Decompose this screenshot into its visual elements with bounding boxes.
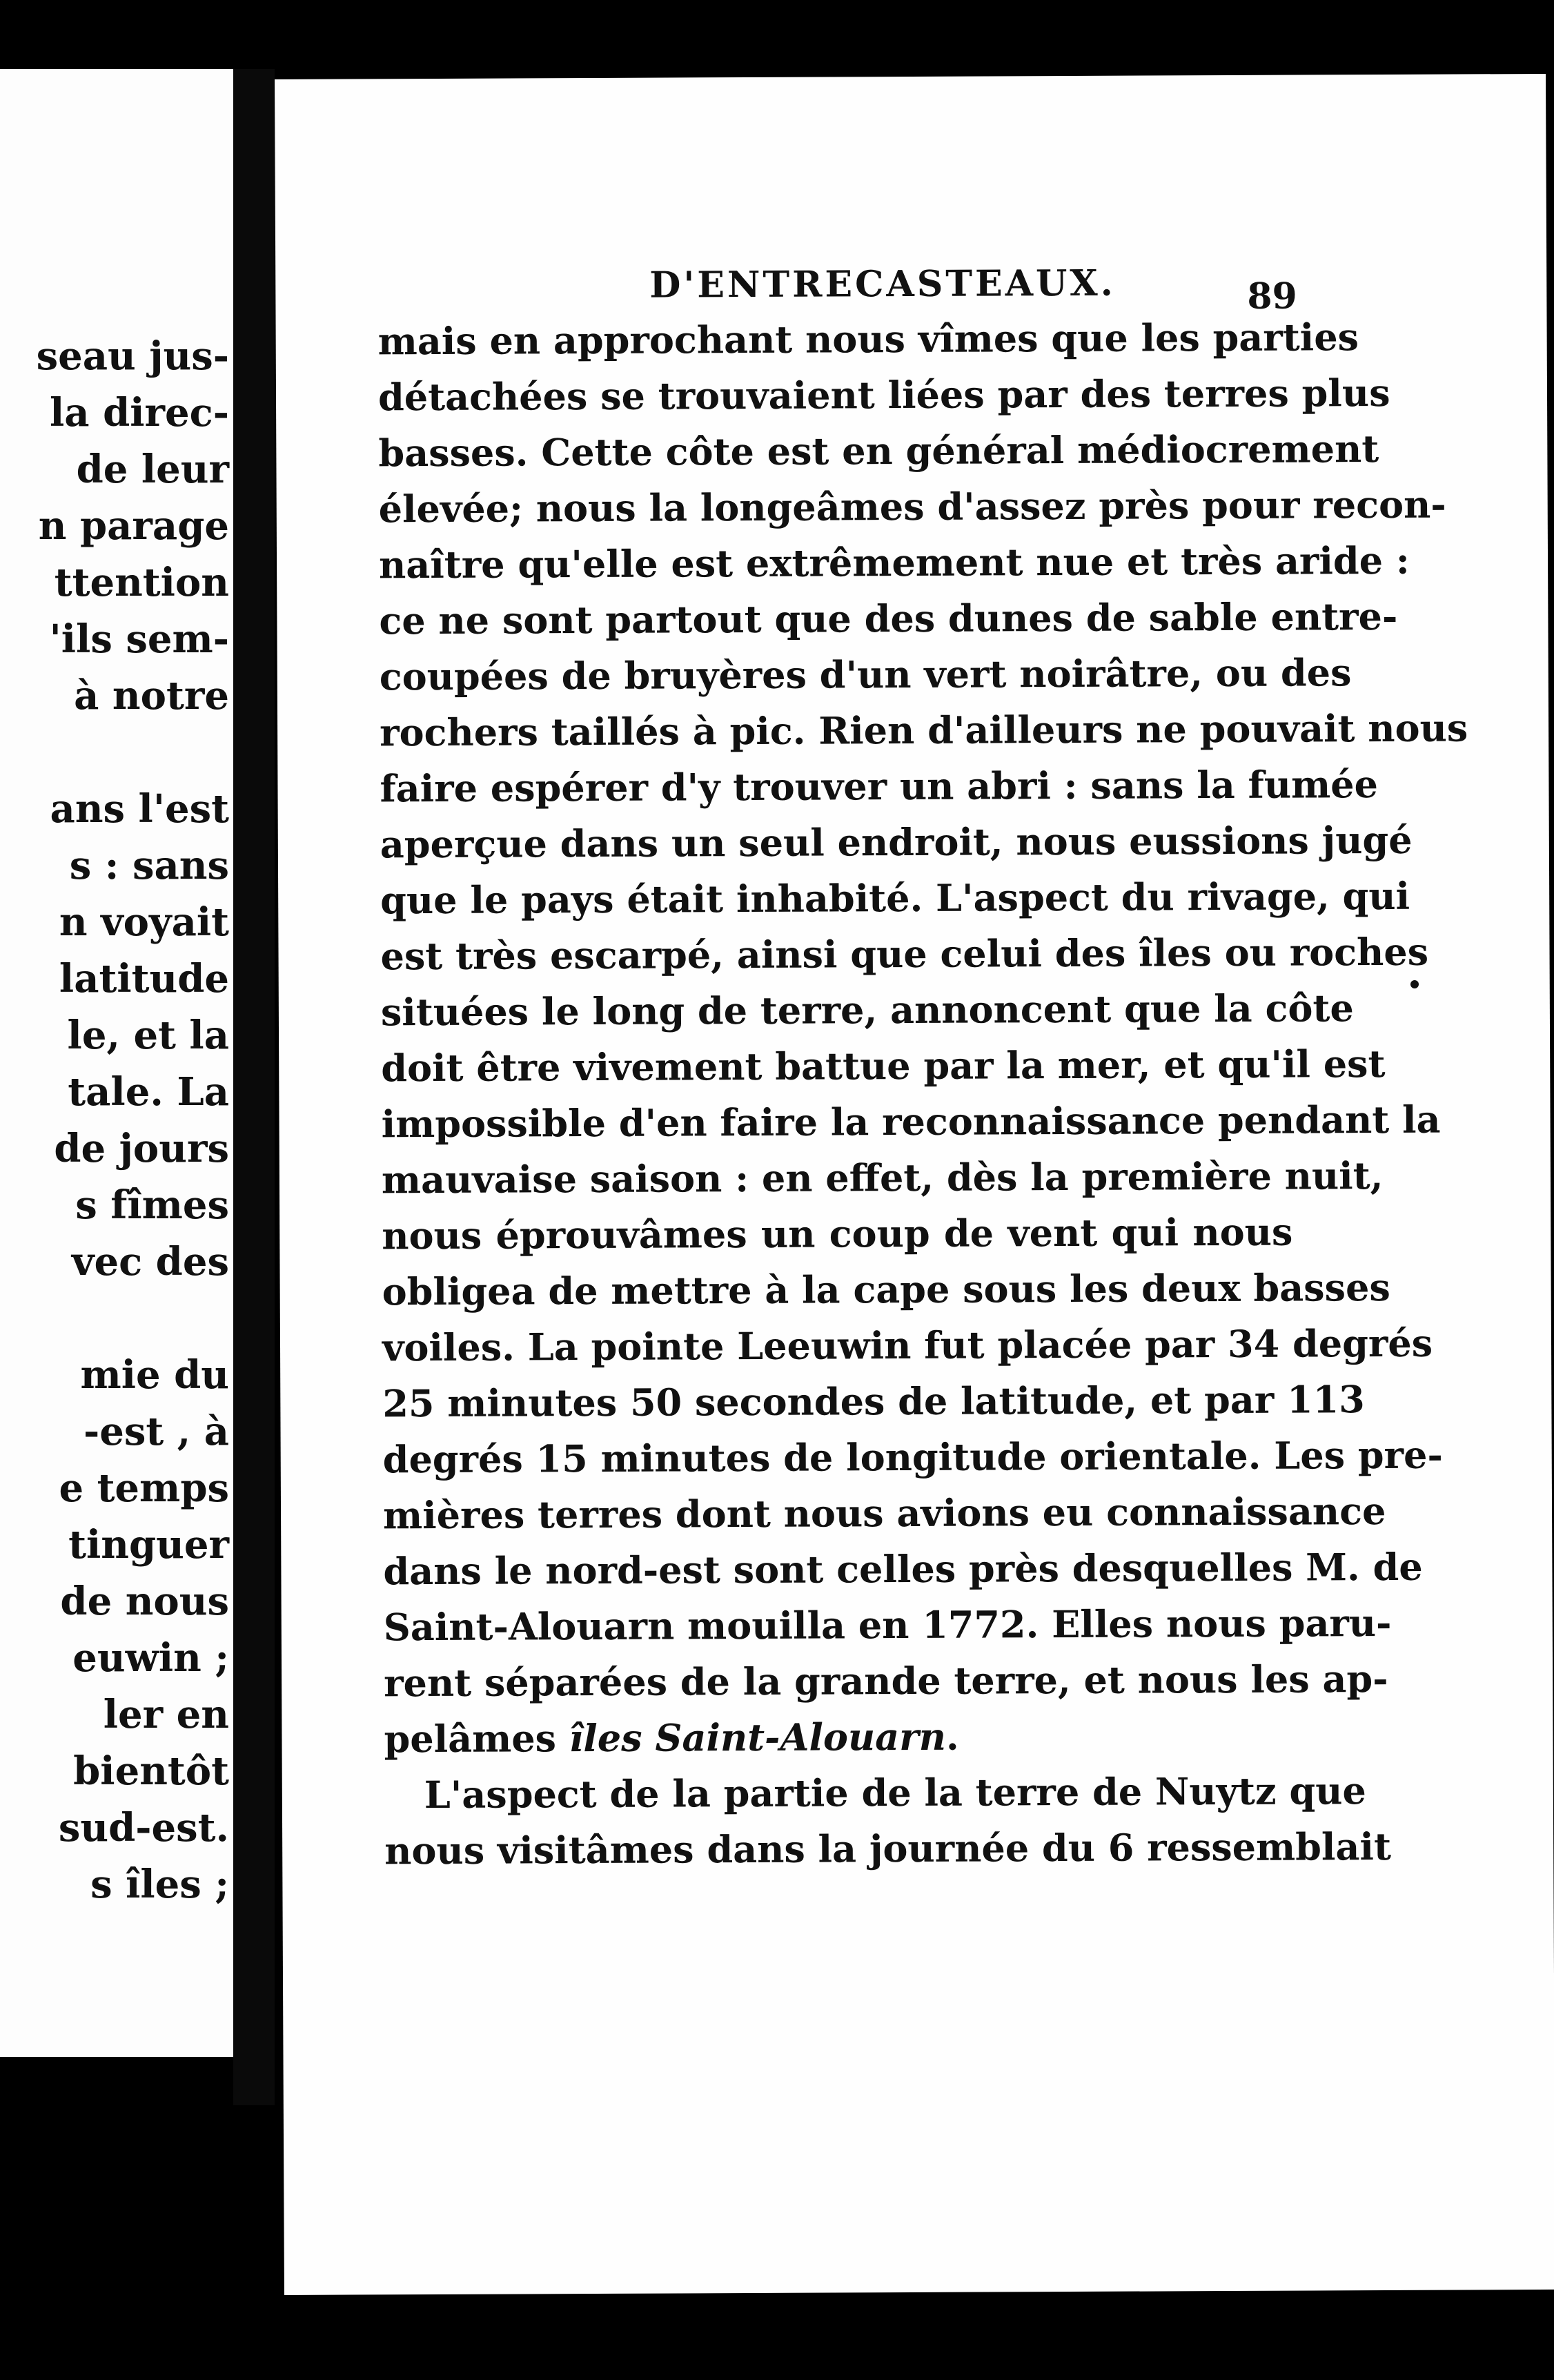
left-line: latitude [59, 956, 229, 1002]
italic-place-name: îles Saint-Alouarn [569, 1714, 947, 1761]
text-line: degrés 15 minutes de longitude orientale. Les pre- [382, 1432, 1443, 1482]
text-line: aperçue dans un seul endroit, nous eussions jugé [380, 817, 1413, 867]
left-line: 'ils sem- [49, 616, 229, 662]
text-line: obligea de mettre à la cape sous les deux basses [382, 1265, 1390, 1314]
text-line: naître qu'elle est extrêmement nue et très aride : [378, 538, 1410, 587]
text-line: élevée; nous la longeâmes d'assez près pour recon- [378, 482, 1446, 531]
left-page [0, 69, 233, 2057]
left-line: de jours [54, 1126, 229, 1171]
italic-line-prefix: pelâmes [384, 1716, 569, 1762]
left-line: tinguer [68, 1522, 229, 1568]
left-line: n parage [38, 503, 229, 549]
left-line: de nous [60, 1579, 229, 1624]
left-line: mie du [80, 1352, 229, 1398]
text-line: situées le long de terre, annoncent que la côte [380, 986, 1354, 1035]
left-line: à notre [74, 673, 229, 719]
left-line: ans l'est [50, 786, 229, 832]
running-head: D'ENTRECASTEAUX. [649, 262, 1116, 306]
text-line: Saint-Alouarn mouilla en 1772. Elles nous paru- [383, 1600, 1392, 1650]
italic-line-suffix: . [945, 1714, 959, 1759]
text-line: est très escarpé, ainsi que celui des îles ou roches [380, 929, 1429, 979]
text-line: que le pays était inhabité. L'aspect du rivage, qui [380, 873, 1410, 923]
text-line: rent séparées de la grande terre, et nous les ap- [383, 1656, 1388, 1706]
left-line: n voyait [59, 899, 229, 945]
body-text [377, 310, 1468, 1880]
left-line: s fîmes [75, 1182, 229, 1228]
left-line: euwin ; [72, 1635, 229, 1681]
left-line: s îles ; [90, 1862, 229, 1907]
text-line: doit être vivement battue par la mer, et qu'il est [381, 1041, 1386, 1091]
left-line: ttention [54, 560, 229, 605]
text-line: mières terres dont nous avions eu connaissance [382, 1488, 1386, 1538]
text-line: voiles. La pointe Leeuwin fut placée par 34 degrés [382, 1320, 1433, 1370]
paragraph-line: nous visitâmes dans la journée du 6 ressemblait [384, 1824, 1392, 1873]
text-line: dans le nord-est sont celles près desquelles M. de [383, 1544, 1423, 1594]
left-line: de leur [76, 447, 229, 492]
left-line: seau jus- [36, 333, 229, 379]
text-line: ce ne sont partout que des dunes de sable entre- [379, 594, 1398, 643]
text-line: impossible d'en faire la reconnaissance pendant la [381, 1097, 1441, 1147]
left-page-text [0, 328, 229, 1913]
text-line: mais en approchant nous vîmes que les parties [377, 315, 1359, 364]
left-line: e temps [59, 1465, 229, 1511]
left-line-gap [0, 1290, 229, 1347]
book-gutter [233, 69, 275, 2105]
text-line: basses. Cette côte est en général médiocrement [378, 427, 1379, 476]
margin-dot [1410, 980, 1419, 988]
left-line: s : sans [69, 843, 229, 888]
text-line: mauvaise saison : en effet, dès la première nuit, [381, 1153, 1384, 1202]
left-line: bientôt [73, 1748, 229, 1794]
left-line: ler en [103, 1692, 229, 1737]
left-line: la direc- [50, 390, 229, 436]
text-line: 25 minutes 50 secondes de latitude, et par 113 [382, 1377, 1365, 1426]
left-line-gap [0, 724, 229, 781]
left-line: -est , à [83, 1409, 229, 1454]
text-line: nous éprouvâmes un coup de vent qui nous [382, 1209, 1293, 1258]
text-line: détachées se trouvaient liées par des terres plus [377, 370, 1390, 420]
left-line: sud-est. [58, 1805, 229, 1851]
left-line: tale. La [68, 1069, 229, 1115]
page-number: 89 [1247, 275, 1297, 318]
left-line: vec des [71, 1239, 229, 1285]
paragraph-line: L'aspect de la partie de la terre de Nuytz que [424, 1768, 1366, 1817]
text-line: rochers taillés à pic. Rien d'ailleurs ne pouvait nous [379, 705, 1468, 755]
left-line: le, et la [67, 1013, 229, 1058]
text-line: faire espérer d'y trouver un abri : sans la fumée [380, 762, 1379, 811]
text-line-italic [384, 1708, 1295, 1768]
text-line: coupées de bruyères d'un vert noirâtre, ou des [379, 650, 1352, 699]
right-page [275, 74, 1554, 2295]
